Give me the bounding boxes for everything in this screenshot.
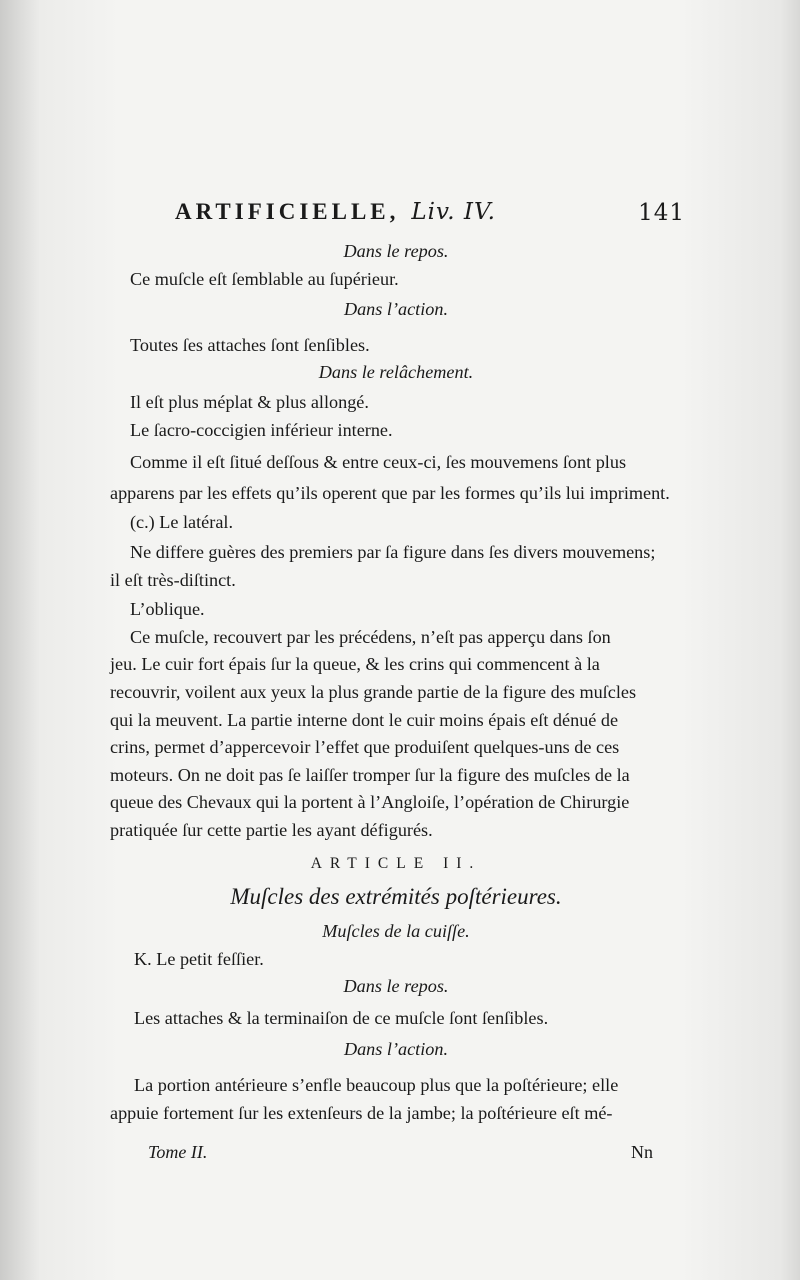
paragraph-line: (c.) Le latéral. — [130, 512, 233, 533]
paragraph-line: crins, permet d’appercevoir l’effet que produiſent quelques-uns de ces — [110, 737, 620, 758]
section-title: Muſcles des extrémités poſtérieures. — [230, 884, 562, 910]
subheading: Dans le repos. — [343, 976, 449, 997]
paragraph-line: K. Le petit feſſier. — [134, 948, 264, 969]
subheading: Dans le repos. — [343, 241, 449, 261]
subheading: Dans l’action. — [343, 1039, 449, 1060]
paragraph-line: appuie fortement ſur les extenſeurs de la jambe; la poſtérieure eſt mé- — [110, 1102, 613, 1123]
paragraph-line: apparens par les effets qu’ils operent que par les formes qu’ils lui impriment. — [110, 482, 670, 503]
paragraph-line: Toutes ſes attaches ſont ſenſibles. — [130, 334, 370, 355]
paragraph-line: recouvrir, voilent aux yeux la plus grande partie de la figure des muſcles — [110, 681, 637, 702]
running-header — [175, 198, 685, 232]
volume-label: Tome II. — [148, 1142, 208, 1162]
paragraph-line: pratiquée ſur cette partie les ayant défigurés. — [110, 819, 433, 840]
paragraph-line: Ce muſcle, recouvert par les précédens, n’eſt pas apperçu dans ſon — [130, 626, 611, 647]
paragraph-line: Le ſacro-coccigien inférieur interne. — [130, 419, 393, 440]
article-heading: ARTICLE II. — [310, 855, 482, 873]
subheading: Muſcles de la cuiſſe. — [322, 921, 470, 942]
paragraph-line: Ce muſcle eſt ſemblable au ſupérieur. — [130, 268, 399, 289]
paragraph-line: Ne differe guères des premiers par ſa figure dans ſes divers mouvemens; — [130, 541, 656, 562]
paragraph-line: queue des Chevaux qui la portent à l’Angloiſe, l’opération de Chirurgie — [110, 792, 630, 813]
paragraph-line: L’oblique. — [130, 599, 205, 620]
paragraph-line: Comme il eſt ſitué deſſous & entre ceux-ci, ſes mouvemens ſont plus — [130, 452, 627, 473]
paragraph-line: il eſt très-diſtinct. — [110, 569, 236, 590]
page-number: 141 — [638, 200, 685, 226]
page-body — [110, 238, 682, 1127]
subheading: Dans l’action. — [343, 299, 449, 320]
paragraph-line: jeu. Le cuir fort épais ſur la queue, & les crins qui commencent à la — [110, 654, 600, 675]
paragraph-line: La portion antérieure s’enfle beaucoup plus que la poſtérieure; elle — [134, 1075, 619, 1096]
running-title: ARTIFICIELLE, — [175, 199, 400, 224]
paragraph-line: qui la meuvent. La partie interne dont le cuir moins épais eſt dénué de — [110, 709, 619, 730]
paragraph-line: moteurs. On ne doit pas ſe laiſſer tromper ſur la figure des muſcles de la — [110, 764, 630, 785]
subheading: Dans le relâchement. — [318, 362, 474, 383]
signature-mark: Nn — [631, 1142, 653, 1162]
gutter-shadow — [0, 0, 40, 1280]
book-number: Liv. IV. — [411, 199, 496, 225]
page-footer — [148, 1142, 678, 1163]
paragraph-line: Il eſt plus méplat & plus allongé. — [130, 391, 369, 412]
paragraph-line: Les attaches & la terminaiſon de ce muſcle ſont ſenſibles. — [134, 1007, 549, 1028]
